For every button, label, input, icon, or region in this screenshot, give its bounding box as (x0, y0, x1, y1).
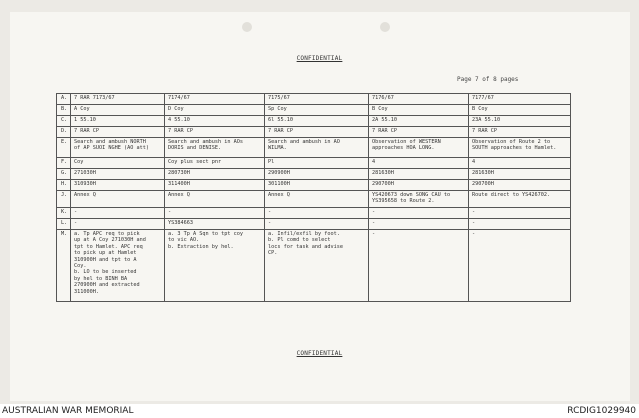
table-cell: 7177/67 (469, 94, 571, 105)
archive-footer (0, 404, 639, 418)
table-cell: a. 3 Tp A Sqn to tpt coy to vic AO. b. Extraction by hel. (165, 230, 265, 302)
table-cell: 7 RAR CP (369, 127, 469, 138)
table-cell: YS420673 down SONG CAU to YS395658 to Route 2. (369, 191, 469, 208)
table-cell: 281630H (369, 169, 469, 180)
table-row (57, 169, 571, 180)
table-cell: a. Tp APC req to pick up at A Coy 271030H and tpt to Hamlet. APC req to pick up at Hamlet 310900H and tpt to A Coy. b. LO to be inserted by hel to BINH BA 270900H and extracted 311000H. (71, 230, 165, 302)
table-cell: 290700H (469, 180, 571, 191)
table-cell: 310930H (71, 180, 165, 191)
page-indicator: Page 7 of 8 pages (457, 76, 519, 83)
row-key: B. (57, 105, 71, 116)
table-cell: - (71, 219, 165, 230)
row-key: F. (57, 158, 71, 169)
table-cell: Annex Q (71, 191, 165, 208)
table-row (57, 208, 571, 219)
row-key: J. (57, 191, 71, 208)
row-key: A. (57, 94, 71, 105)
table-cell: 301100H (265, 180, 369, 191)
table-cell: 281630H (469, 169, 571, 180)
table-cell: D Coy (165, 105, 265, 116)
row-key: M. (57, 230, 71, 302)
table-cell: Coy (71, 158, 165, 169)
table-cell: Search and ambush NORTH of AP SUOI NGHE (AO att) (71, 138, 165, 158)
table-cell: 1 55.10 (71, 116, 165, 127)
row-key: K. (57, 208, 71, 219)
table-cell: Route direct to YS426702. (469, 191, 571, 208)
table-cell: 7174/67 (165, 94, 265, 105)
punch-hole-right (380, 22, 390, 32)
table-cell: A Coy (71, 105, 165, 116)
table-cell: Coy plus sect pnr (165, 158, 265, 169)
table-cell: a. Infil/exfil by foot. b. Pl comd to select locs for task and advise CP. (265, 230, 369, 302)
row-key: D. (57, 127, 71, 138)
table-cell: Annex Q (265, 191, 369, 208)
table-cell: - (469, 208, 571, 219)
table-cell: - (165, 208, 265, 219)
table-cell: - (469, 219, 571, 230)
table-cell: YS384663 (165, 219, 265, 230)
table-cell: Observation of Route 2 to SOUTH approaches to Hamlet. (469, 138, 571, 158)
table-cell: 7 RAR CP (469, 127, 571, 138)
footer-classification: CONFIDENTIAL (296, 350, 343, 357)
order-table (56, 93, 571, 302)
table-row (57, 191, 571, 208)
table-cell: Sp Coy (265, 105, 369, 116)
table-cell: 7176/67 (369, 94, 469, 105)
table-cell: 7 RAR CP (265, 127, 369, 138)
table-cell: Search and ambush in AO WILMA. (265, 138, 369, 158)
table-cell: 280730H (165, 169, 265, 180)
table-row (57, 116, 571, 127)
table-cell: 6l 55.10 (265, 116, 369, 127)
table-row (57, 158, 571, 169)
table-cell: 290700H (369, 180, 469, 191)
table-cell: 4 (369, 158, 469, 169)
row-key: E. (57, 138, 71, 158)
table-cell: - (265, 219, 369, 230)
archive-institution: AUSTRALIAN WAR MEMORIAL (2, 406, 134, 416)
row-key: L. (57, 219, 71, 230)
row-key: G. (57, 169, 71, 180)
table-row (57, 230, 571, 302)
table-cell: 2A 55.10 (369, 116, 469, 127)
table-cell: Search and ambush in AOs DORIS and DENISE. (165, 138, 265, 158)
table-cell: 290900H (265, 169, 369, 180)
table-cell: 7 RAR CP (71, 127, 165, 138)
table-cell: Pl (265, 158, 369, 169)
table-cell: 23A 55.10 (469, 116, 571, 127)
row-key: H. (57, 180, 71, 191)
table-cell: B Coy (369, 105, 469, 116)
table-row (57, 180, 571, 191)
table-row (57, 105, 571, 116)
table-row (57, 94, 571, 105)
table-cell: Observation of WESTERN approaches HOA LONG. (369, 138, 469, 158)
table-row (57, 127, 571, 138)
archive-item-id: RCDIG1029940 (567, 406, 636, 416)
table-cell: - (71, 208, 165, 219)
table-cell: 311400H (165, 180, 265, 191)
table-cell: 4 55.10 (165, 116, 265, 127)
table-cell: - (369, 208, 469, 219)
punch-hole-left (242, 22, 252, 32)
table-cell: Annex Q (165, 191, 265, 208)
table-cell: 7 RAR CP (165, 127, 265, 138)
table-cell: 7 RAR 7173/67 (71, 94, 165, 105)
header-classification: CONFIDENTIAL (296, 55, 343, 62)
table-cell: B Coy (469, 105, 571, 116)
table-cell: - (469, 230, 571, 302)
table-cell: 4 (469, 158, 571, 169)
table-cell: 271030H (71, 169, 165, 180)
table-cell: 7175/67 (265, 94, 369, 105)
table-cell: - (369, 230, 469, 302)
table-row (57, 219, 571, 230)
row-key: C. (57, 116, 71, 127)
table-cell: - (369, 219, 469, 230)
table-cell: - (265, 208, 369, 219)
table-row (57, 138, 571, 158)
